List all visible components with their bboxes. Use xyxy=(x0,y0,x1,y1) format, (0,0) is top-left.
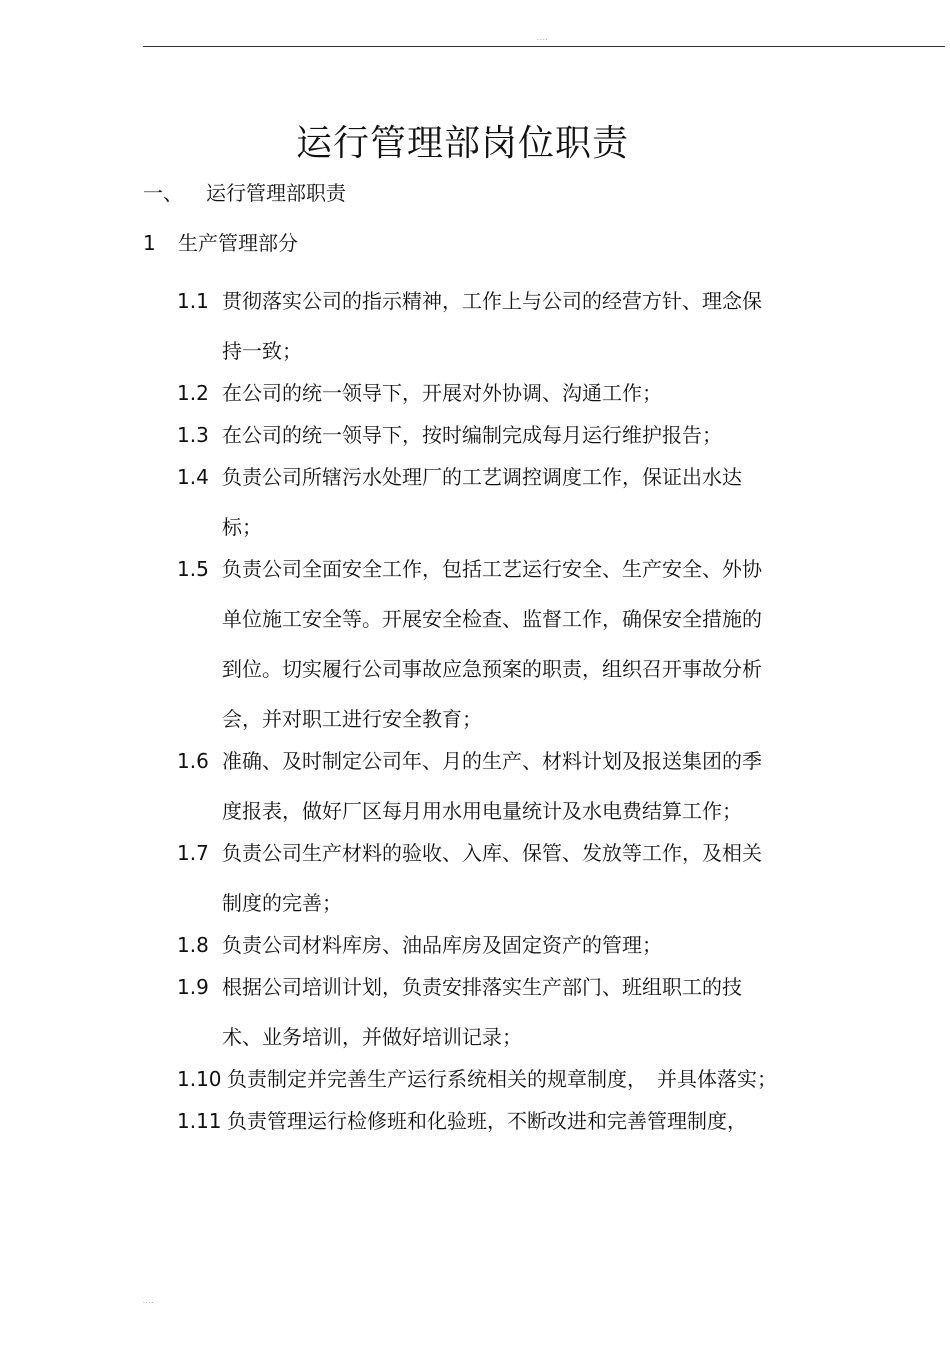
item-number: 1.2 xyxy=(177,381,209,405)
item-text: 负责公司所辖污水处理厂的工艺调控调度工作，保证出水达标； xyxy=(222,465,742,539)
item-number: 1.5 xyxy=(177,557,209,581)
item-text: 准确、及时制定公司年、月的生产、材料计划及报送集团的季度报表，做好厂区每月用水用电量统计及水电费结算工作； xyxy=(222,749,762,823)
item-text: 负责公司生产材料的验收、入库、保管、发放等工作，及相关制度的完善； xyxy=(222,841,762,915)
item-number: 1.1 xyxy=(177,289,209,313)
list-item xyxy=(177,452,837,552)
subsection-heading xyxy=(143,226,298,260)
header-rule xyxy=(143,46,945,47)
item-number: 1.7 xyxy=(177,841,209,865)
subsection-label: 生产管理部分 xyxy=(178,231,298,255)
item-number: 1.3 xyxy=(177,423,209,447)
list-item xyxy=(177,544,837,744)
item-number: 1.9 xyxy=(177,975,209,999)
subsection-number: 1 xyxy=(143,231,156,255)
item-text: 根据公司培训计划，负责安排落实生产部门、班组职工的技术、业务培训，并做好培训记录； xyxy=(222,975,742,1049)
item-number: 1.10 xyxy=(177,1067,222,1091)
item-text: 在公司的统一领导下，按时编制完成每月运行维护报告； xyxy=(222,423,722,447)
list-item xyxy=(177,276,837,376)
list-item xyxy=(177,962,837,1062)
footer-dots: .... xyxy=(143,1298,155,1305)
duty-list xyxy=(177,276,837,1146)
item-text: 在公司的统一领导下，开展对外协调、沟通工作； xyxy=(222,381,662,405)
list-item xyxy=(177,1096,837,1146)
list-item xyxy=(177,736,837,836)
item-number: 1.11 xyxy=(177,1109,222,1133)
item-number: 1.8 xyxy=(177,933,209,957)
header-dots: .... xyxy=(537,35,549,42)
item-text: 负责管理运行检修班和化验班，不断改进和完善管理制度， xyxy=(227,1109,747,1133)
section-label: 运行管理部职责 xyxy=(206,181,346,205)
document-title: 运行管理部岗位职责 xyxy=(295,123,629,164)
item-text: 负责公司材料库房、油品库房及固定资产的管理； xyxy=(222,933,662,957)
item-text: 负责公司全面安全工作，包括工艺运行安全、生产安全、外协单位施工安全等。开展安全检查、监督工作，确保安全措施的到位。切实履行公司事故应急预案的职责，组织召开事故分析会，并对职工进行安全教育； xyxy=(222,557,762,731)
item-number: 1.6 xyxy=(177,749,209,773)
section-heading xyxy=(143,176,346,210)
item-number: 1.4 xyxy=(177,465,209,489)
list-item xyxy=(177,828,837,928)
item-text: 负责制定并完善生产运行系统相关的规章制度， 并具体落实； xyxy=(227,1067,777,1091)
item-text: 贯彻落实公司的指示精神，工作上与公司的经营方针、理念保持一致； xyxy=(222,289,762,363)
section-number: 一、 xyxy=(143,181,183,205)
